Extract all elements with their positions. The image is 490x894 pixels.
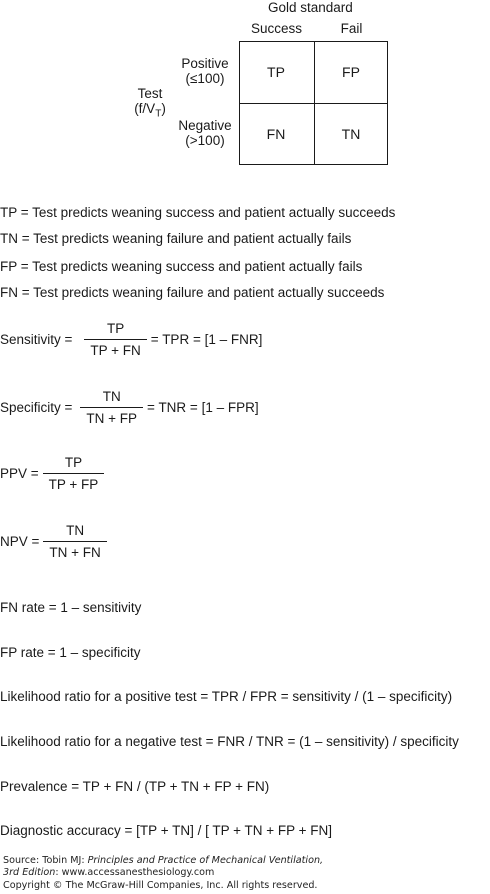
npv-numerator: TN [66,523,85,538]
row-negative-threshold: (>100) [185,133,225,148]
test-label [125,86,175,120]
prevalence-formula: Prevalence = TP + FN / (TP + TN + FP + FN) [0,779,270,794]
definition-tn: TN = Test predicts weaning failure and patient actually fails [0,231,352,246]
test-sub-close: ) [161,101,166,116]
row-positive-threshold: (≤100) [185,71,225,86]
test-label-text: Test [137,86,163,101]
sensitivity-denominator: TP + FN [90,343,141,359]
specificity-denominator: TN + FP [86,411,138,427]
npv-fraction [43,523,106,560]
ppv-denominator: TP + FP [48,477,99,493]
source-edition: 3rd Edition [3,867,56,878]
definition-tp: TP = Test predicts weaning success and patient actually succeeds [0,205,396,220]
diagnostic-accuracy-formula: Diagnostic accuracy = [TP + TN] / [ TP + TN + FP + FN] [0,823,333,838]
npv-lhs: NPV = [0,534,40,550]
column-header-success: Success [250,21,303,36]
specificity-rhs: = TNR = [1 – FPR] [147,400,259,416]
cell-tp: TP [267,64,285,80]
row-header-positive [172,56,238,86]
npv-denominator: TN + FN [49,545,101,561]
sensitivity-formula [0,321,262,358]
sensitivity-rhs: = TPR = [1 – FNR] [150,332,263,348]
ppv-lhs: PPV = [0,466,39,482]
likelihood-ratio-negative-formula: Likelihood ratio for a negative test = FNR / TNR = (1 – sensitivity) / specificity [0,734,459,749]
test-label-subtext [125,101,175,120]
source-prefix: Source: Tobin MJ: [3,855,88,866]
ppv-fraction [43,455,105,492]
sensitivity-lhs: Sensitivity = [0,332,73,348]
source-website: : www.accessanesthesiology.com [55,867,215,878]
cell-fp: FP [342,64,360,80]
specificity-formula [0,389,259,426]
specificity-lhs: Specificity = [0,400,73,416]
row-header-negative [172,118,238,148]
cell-fn: FN [266,126,286,142]
source-edition-line [3,867,214,878]
likelihood-ratio-positive-formula: Likelihood ratio for a positive test = TPR / FPR = sensitivity / (1 – specificity) [0,689,453,704]
specificity-fraction [80,389,143,426]
npv-formula [0,523,111,560]
sensitivity-numerator: TP [106,321,125,336]
sensitivity-fraction [84,321,146,358]
cell-tn: TN [341,126,361,142]
column-header-fail: Fail [340,21,363,36]
source-book-title: Principles and Practice of Mechanical Ventilation, [87,855,324,866]
copyright-line: Copyright © The McGraw-Hill Companies, Inc. All rights reserved. [3,880,318,891]
row-negative-label: Negative [178,118,232,133]
specificity-numerator: TN [102,389,121,404]
fp-rate-formula: FP rate = 1 – specificity [0,645,141,660]
gold-standard-label: Gold standard [268,0,353,15]
ppv-numerator: TP [64,455,83,470]
definition-fn: FN = Test predicts weaning failure and patient actually succeeds [0,285,385,300]
test-sub-open: (f/V [134,101,156,116]
definition-fp: FP = Test predicts weaning success and patient actually fails [0,259,363,274]
ppv-formula [0,455,108,492]
fn-rate-formula: FN rate = 1 – sensitivity [0,600,142,615]
test-sub-t: T [155,108,162,120]
row-positive-label: Positive [181,56,229,71]
source-line [3,855,323,866]
